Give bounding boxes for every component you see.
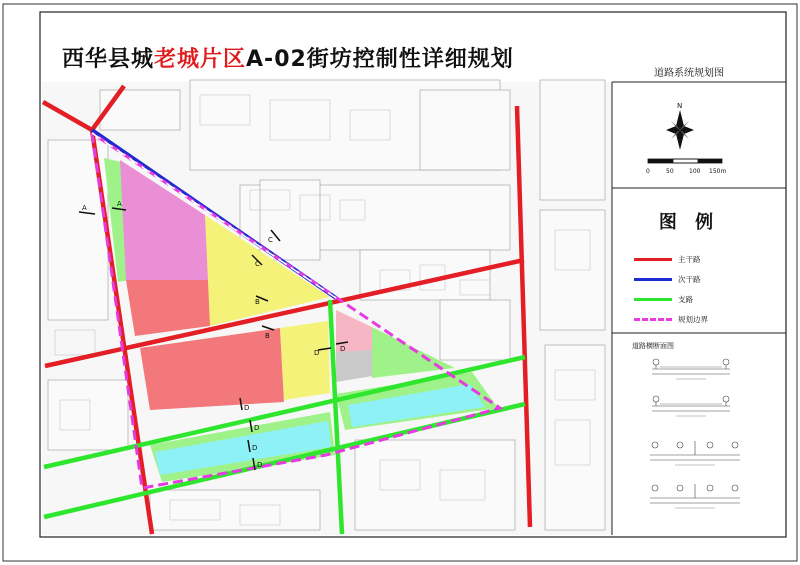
zone-yellow-south bbox=[280, 321, 330, 400]
drawing-subtitle: 道路系统规划图 bbox=[654, 68, 724, 79]
boundary-swatch bbox=[634, 318, 672, 321]
legend-label: 支路 bbox=[678, 294, 693, 304]
section-mark: B bbox=[265, 332, 270, 340]
legend-item-secondary-road bbox=[634, 272, 701, 286]
section-mark: D bbox=[252, 444, 258, 452]
north-label: N bbox=[677, 102, 683, 110]
title-part-1: 西华县城 bbox=[62, 47, 155, 72]
cross-section-title: 道路横断面图 bbox=[632, 342, 674, 350]
scale-label: 50 bbox=[666, 168, 674, 175]
legend-item-branch-road bbox=[634, 292, 693, 306]
legend-label: 主干路 bbox=[678, 254, 701, 264]
section-mark: A bbox=[117, 200, 122, 208]
scale-label: 100 bbox=[689, 168, 701, 175]
scale-label: 0 bbox=[646, 168, 650, 175]
legend-label: 规划边界 bbox=[678, 314, 708, 324]
main-road-swatch bbox=[634, 258, 672, 261]
legend-item-main-road bbox=[634, 252, 701, 266]
scale-label: 150m bbox=[709, 168, 727, 175]
legend-title: 图 例 bbox=[658, 212, 720, 233]
legend-label: 次干路 bbox=[678, 274, 701, 284]
section-mark: C bbox=[268, 236, 273, 244]
zone-commercial-red bbox=[126, 280, 210, 336]
legend-item-boundary bbox=[634, 312, 708, 326]
section-mark: D bbox=[257, 461, 263, 469]
section-mark: C bbox=[255, 260, 260, 268]
section-mark: D bbox=[254, 424, 260, 432]
section-mark: D bbox=[314, 349, 320, 357]
section-mark: B bbox=[255, 298, 260, 306]
section-mark: D bbox=[340, 345, 346, 353]
branch-road-swatch bbox=[634, 298, 672, 301]
section-mark: A bbox=[82, 204, 87, 212]
title-part-2: 老城片区 bbox=[154, 47, 247, 72]
map-title bbox=[62, 42, 514, 73]
secondary-road-swatch bbox=[634, 278, 672, 281]
title-part-3: A-02街坊控制性详细规划 bbox=[246, 47, 514, 72]
section-mark: D bbox=[244, 404, 250, 412]
